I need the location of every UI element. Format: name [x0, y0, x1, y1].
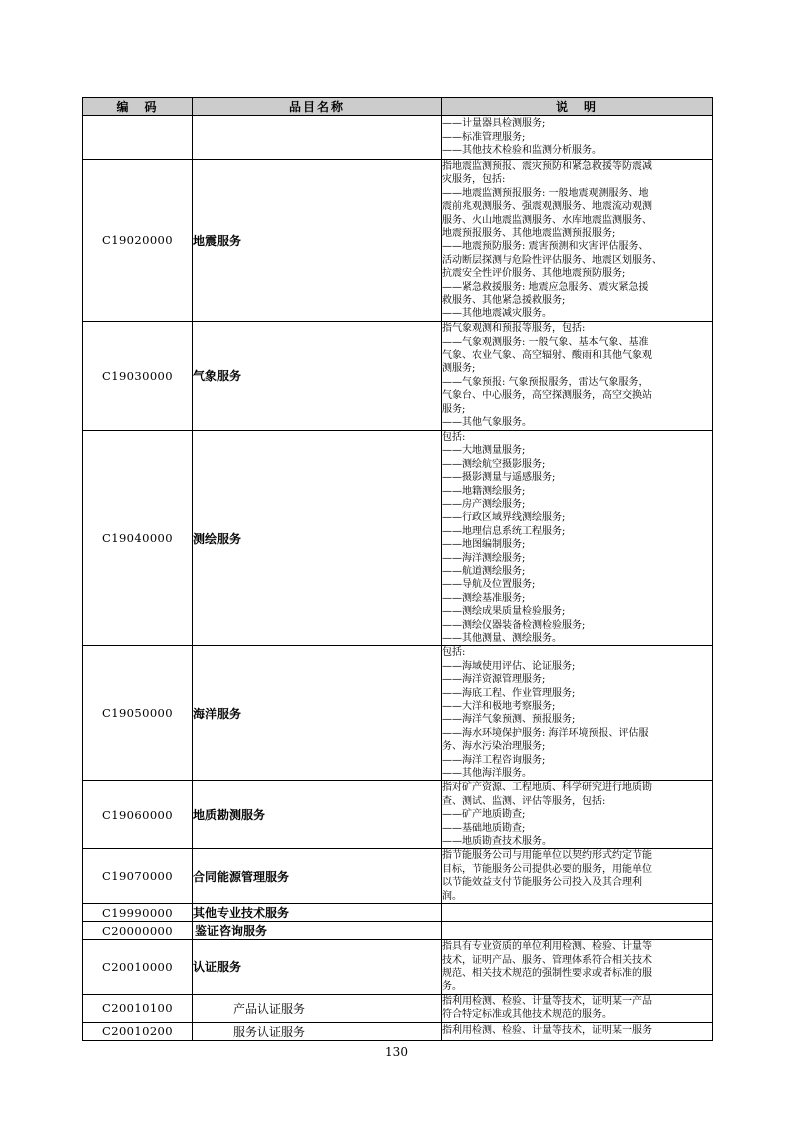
- item-name: 气象服务: [193, 321, 442, 430]
- description-line: ——摄影测量与遥感服务;: [442, 472, 556, 484]
- item-description: [442, 940, 713, 995]
- item-name: 合同能源管理服务: [193, 849, 442, 904]
- table-row: [83, 160, 713, 322]
- table-row: [83, 904, 713, 922]
- description-line: 务。: [442, 981, 462, 993]
- table-row: [83, 646, 713, 781]
- description-line: ——海洋气象预测、预报服务;: [442, 714, 576, 726]
- header-name: 品目名称: [193, 98, 442, 116]
- description-line: ——海底工程、作业管理服务;: [442, 687, 576, 699]
- item-name: 地震服务: [193, 160, 442, 322]
- item-description: [442, 1022, 713, 1040]
- item-code: C19040000: [83, 430, 193, 646]
- item-description: [442, 116, 713, 160]
- table-row: [83, 116, 713, 160]
- description-line: ——基础地质勘查;: [442, 822, 526, 834]
- item-description: [442, 904, 713, 922]
- description-line: 灾服务，包括:: [442, 174, 506, 186]
- item-name: 产品认证服务: [193, 994, 442, 1022]
- item-code: C19020000: [83, 160, 193, 322]
- item-code: C20010000: [83, 940, 193, 995]
- page-number: 130: [385, 1045, 408, 1059]
- table-row: [83, 321, 713, 430]
- description-line: ——房产测绘服务;: [442, 498, 526, 510]
- description-line: 震前兆观测服务、强震观测服务、地震流动观测: [442, 201, 652, 213]
- item-name: 鉴证咨询服务: [193, 922, 442, 940]
- description-line: 指节能服务公司与用能单位以契约形式约定节能: [442, 850, 652, 862]
- description-line: ——其他测量、测绘服务。: [442, 632, 562, 644]
- description-line: ——其他海洋服务。: [442, 768, 532, 780]
- description-line: ——测绘航空摄影服务;: [442, 458, 546, 470]
- item-description: [442, 849, 713, 904]
- description-line: ——大洋和极地考察服务;: [442, 701, 556, 712]
- description-line: 指地震监测预报、震灾预防和紧急救援等防震减: [442, 161, 652, 172]
- description-line: 指气象观测和预报等服务，包括:: [442, 323, 586, 335]
- description-line: ——矿产地质勘查;: [442, 809, 526, 821]
- description-line: ——气象观测服务: 一般气象、基本气象、基准: [442, 336, 649, 348]
- item-code: [83, 116, 193, 160]
- description-line: 抗震安全性评价服务、其他地震预防服务;: [442, 268, 626, 280]
- description-line: 指对矿产资源、工程地质、科学研究进行地质勘: [442, 782, 652, 794]
- description-line: ——地图编制服务;: [442, 539, 526, 551]
- item-name: 认证服务: [193, 940, 442, 995]
- description-line: 务、海水污染治理服务;: [442, 741, 546, 753]
- description-line: ——计量器具检测服务;: [442, 118, 546, 130]
- description-line: 以节能效益支付节能服务公司投入及其合理利: [442, 877, 642, 889]
- item-code: C20010100: [83, 994, 193, 1022]
- description-line: 指具有专业资质的单位利用检测、检验、计量等: [442, 941, 652, 953]
- catalog-table: [82, 97, 713, 1041]
- description-line: ——地籍测绘服务;: [442, 485, 526, 497]
- description-line: ——海域使用评估、论证服务;: [442, 660, 576, 672]
- item-description: [442, 160, 713, 322]
- item-code: C20010200: [83, 1022, 193, 1040]
- item-name: 服务认证服务: [193, 1022, 442, 1040]
- description-line: ——测绘成果质量检验服务;: [442, 606, 566, 618]
- description-line: ——海洋资源管理服务;: [442, 674, 546, 686]
- table-header-row: [83, 98, 713, 116]
- item-code: C19050000: [83, 646, 193, 781]
- description-line: 包括:: [442, 431, 466, 443]
- description-line: ——气象预报: 气象预报服务，雷达气象服务，: [442, 376, 649, 388]
- description-line: 技术，证明产品、服务、管理体系符合相关技术: [442, 954, 652, 966]
- table-row: [83, 922, 713, 940]
- description-line: ——海水环境保护服务: 海洋环境预报、评估服: [442, 727, 649, 739]
- description-line: 指利用检测、检验、计量等技术，证明某一产品: [442, 995, 652, 1007]
- item-name: 测绘服务: [193, 430, 442, 646]
- description-line: 指利用检测、检验、计量等技术，证明某一服务: [442, 1025, 652, 1037]
- description-line: 活动断层探测与危险性评估服务、地震区划服务、: [442, 254, 662, 266]
- description-line: 救服务、其他紧急援救服务;: [442, 295, 566, 307]
- item-name: [193, 116, 442, 160]
- item-description: [442, 430, 713, 646]
- description-line: ——地震监测预报服务: 一般地震观测服务、地: [442, 187, 649, 199]
- header-desc: 说 明: [442, 98, 713, 116]
- description-line: ——地质勘查技术服务。: [442, 836, 552, 848]
- table-row: [83, 940, 713, 995]
- description-line: ——紧急救援服务: 地震应急服务、震灾紧急援: [442, 281, 649, 293]
- item-description: [442, 994, 713, 1022]
- item-description: [442, 922, 713, 940]
- description-line: ——导航及位置服务;: [442, 579, 536, 591]
- table-row: [83, 781, 713, 849]
- description-line: 符合特定标准或其他技术规范的服务。: [442, 1009, 612, 1021]
- description-line: ——海洋测绘服务;: [442, 552, 526, 564]
- description-line: 包括:: [442, 647, 466, 659]
- item-name: 海洋服务: [193, 646, 442, 781]
- description-line: ——标准管理服务;: [442, 131, 526, 143]
- description-line: ——测绘仪器装备检测检验服务;: [442, 619, 586, 631]
- description-line: 服务;: [442, 403, 466, 415]
- item-code: C19030000: [83, 321, 193, 430]
- description-line: ——地理信息系统工程服务;: [442, 525, 566, 537]
- description-line: 润。: [442, 890, 462, 902]
- description-line: ——海洋工程咨询服务;: [442, 754, 546, 766]
- item-description: [442, 781, 713, 849]
- description-line: ——其他地震减灾服务。: [442, 308, 552, 320]
- item-code: C19060000: [83, 781, 193, 849]
- description-line: ——地震预防服务: 震害预测和灾害评估服务、: [442, 241, 649, 253]
- description-line: 规范、相关技术规范的强制性要求或者标准的服: [442, 967, 652, 979]
- description-line: 测服务;: [442, 363, 476, 375]
- description-line: ——航道测绘服务;: [442, 565, 526, 577]
- description-line: ——大地测量服务;: [442, 445, 526, 457]
- description-line: 服务、火山地震监测服务、水库地震监测服务、: [442, 214, 652, 226]
- description-line: ——其他技术检验和监测分析服务。: [442, 145, 602, 157]
- description-line: ——其他气象服务。: [442, 417, 532, 429]
- item-code: C19070000: [83, 849, 193, 904]
- item-name: 其他专业技术服务: [193, 904, 442, 922]
- table-row: [83, 1022, 713, 1040]
- description-line: ——测绘基准服务;: [442, 592, 526, 604]
- table-row: [83, 430, 713, 646]
- item-description: [442, 321, 713, 430]
- description-line: 地震预报服务、其他地震监测预报服务;: [442, 228, 616, 240]
- item-name: 地质勘测服务: [193, 781, 442, 849]
- item-code: C19990000: [83, 904, 193, 922]
- table-body: [83, 116, 713, 1041]
- description-line: ——行政区域界线测绘服务;: [442, 512, 566, 524]
- description-line: 查、测试、监测、评估等服务，包括:: [442, 795, 606, 807]
- item-code: C20000000: [83, 922, 193, 940]
- description-line: 气象、农业气象、高空辐射、酸雨和其他气象观: [442, 350, 652, 362]
- description-line: 气象台、中心服务，高空探测服务，高空交换站: [442, 390, 652, 402]
- table-row: [83, 849, 713, 904]
- description-line: 目标，节能服务公司提供必要的服务，用能单位: [442, 863, 652, 875]
- header-code: 编 码: [83, 98, 193, 116]
- item-description: [442, 646, 713, 781]
- table-row: [83, 994, 713, 1022]
